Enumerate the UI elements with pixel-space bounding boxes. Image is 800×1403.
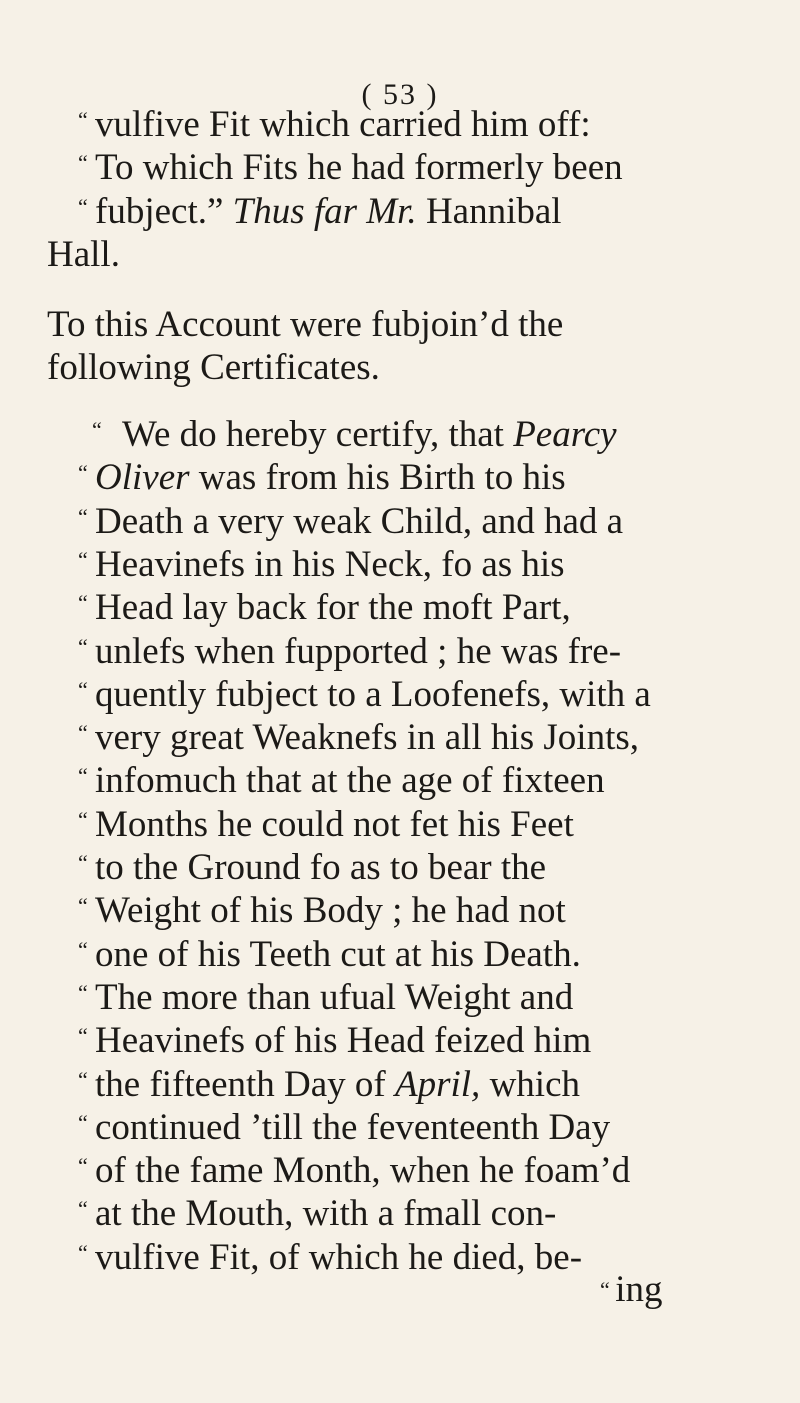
text-run: was from his Birth to his	[189, 457, 566, 499]
text-run: Head lay back for the moft Part,	[95, 587, 571, 629]
quote-mark: “	[78, 1239, 88, 1265]
text-run: Months he could not fet his Feet	[95, 803, 574, 845]
text-run: Heavinefs in his Neck, fo as his	[95, 543, 565, 585]
italic-text: Pearcy	[513, 414, 617, 455]
quote-mark: “	[78, 150, 88, 176]
text-run: Hannibal	[416, 190, 562, 232]
certificate-line	[95, 1236, 582, 1280]
certificate-line	[95, 673, 651, 717]
certificate-line	[95, 630, 621, 674]
text-run: of the fame Month, when he foam’d	[95, 1150, 631, 1192]
text-line	[95, 103, 591, 147]
page-number: ( 53 )	[361, 78, 439, 111]
certificate-line	[95, 543, 565, 587]
intro-line: following Certificates.	[47, 347, 380, 389]
text-run: Death a very weak Child, and had a	[95, 500, 624, 542]
certificate-line	[122, 413, 617, 457]
text-run: We do hereby certify, that	[122, 414, 514, 455]
quote-mark: “	[78, 893, 88, 919]
quote-mark: “	[78, 503, 88, 529]
quote-mark: “	[78, 1066, 88, 1092]
text-run: which	[480, 1063, 580, 1105]
quote-mark: “	[600, 1277, 616, 1302]
text-run: unlefs when fupported ; he was fre-	[95, 630, 622, 672]
quote-mark: “	[78, 460, 88, 486]
quote-mark: “	[78, 720, 88, 746]
quote-mark: “	[78, 1196, 88, 1222]
quote-mark: “	[78, 936, 88, 962]
text-run: one of his Teeth cut at his Death.	[95, 933, 581, 975]
italic-text: Thus far Mr.	[232, 190, 417, 232]
italic-text: April,	[395, 1063, 481, 1105]
quote-mark: “	[78, 676, 88, 702]
quote-mark: “	[78, 763, 88, 789]
certificate-line	[95, 1149, 630, 1193]
certificate-line	[95, 759, 605, 803]
text-run: to the Ground fo as to bear the	[95, 847, 547, 888]
text-line	[95, 146, 623, 190]
intro-line: To this Account were fubjoin’d the	[47, 304, 564, 345]
quote-mark: “	[78, 979, 88, 1005]
certificate-line	[95, 1106, 610, 1150]
text-run: infomuch that at the age of fixteen	[95, 760, 605, 802]
certificate-line	[95, 586, 571, 630]
quote-mark: “	[78, 546, 88, 572]
certificate-line	[95, 716, 639, 760]
text-run: continued ’till the feventeenth Day	[95, 1106, 611, 1148]
text-run: Hall.	[47, 233, 120, 275]
text-run: fubject.”	[95, 190, 233, 232]
quote-mark: “	[78, 590, 88, 616]
italic-text: Oliver	[95, 457, 190, 499]
catchword	[600, 1268, 663, 1312]
text-line	[95, 190, 562, 234]
certificate-line	[95, 1063, 580, 1107]
certificate-line	[95, 933, 581, 977]
certificate-line	[95, 889, 566, 933]
text-run: The more than ufual Weight and	[95, 976, 574, 1018]
text-run: at the Mouth, with a fmall con-	[95, 1193, 557, 1235]
quote-mark: “	[78, 633, 88, 659]
text-line	[47, 233, 120, 277]
certificate-line	[95, 803, 574, 847]
catchword-text: ing	[615, 1269, 663, 1310]
quote-mark: “	[92, 417, 102, 442]
quote-mark: “	[78, 107, 88, 132]
text-run: very great Weaknefs in all his Joints,	[95, 717, 640, 759]
text-run: quently fubject to a Loofenefs, with a	[95, 673, 651, 715]
certificate-line	[95, 1192, 556, 1236]
quote-mark: “	[78, 1153, 88, 1179]
certificate-line	[95, 1019, 591, 1063]
quote-mark: “	[78, 193, 88, 219]
quote-mark: “	[78, 1109, 88, 1135]
text-run: vulfive Fit, of which he died, be-	[95, 1236, 583, 1278]
certificate-line	[95, 456, 566, 500]
certificate-line	[95, 500, 623, 544]
text-run: Heavinefs of his Head feized him	[95, 1020, 592, 1062]
quote-mark: “	[78, 850, 88, 875]
text-run: To which Fits he had formerly been	[95, 147, 623, 189]
text-run: vulfive Fit which carried him off:	[95, 104, 591, 145]
certificate-line	[95, 846, 546, 890]
quote-mark: “	[78, 806, 88, 832]
text-run: the fifteenth Day of	[95, 1063, 395, 1105]
text-run: Weight of his Body ; he had not	[95, 890, 566, 932]
certificate-line	[95, 976, 573, 1020]
quote-mark: “	[78, 1023, 88, 1049]
